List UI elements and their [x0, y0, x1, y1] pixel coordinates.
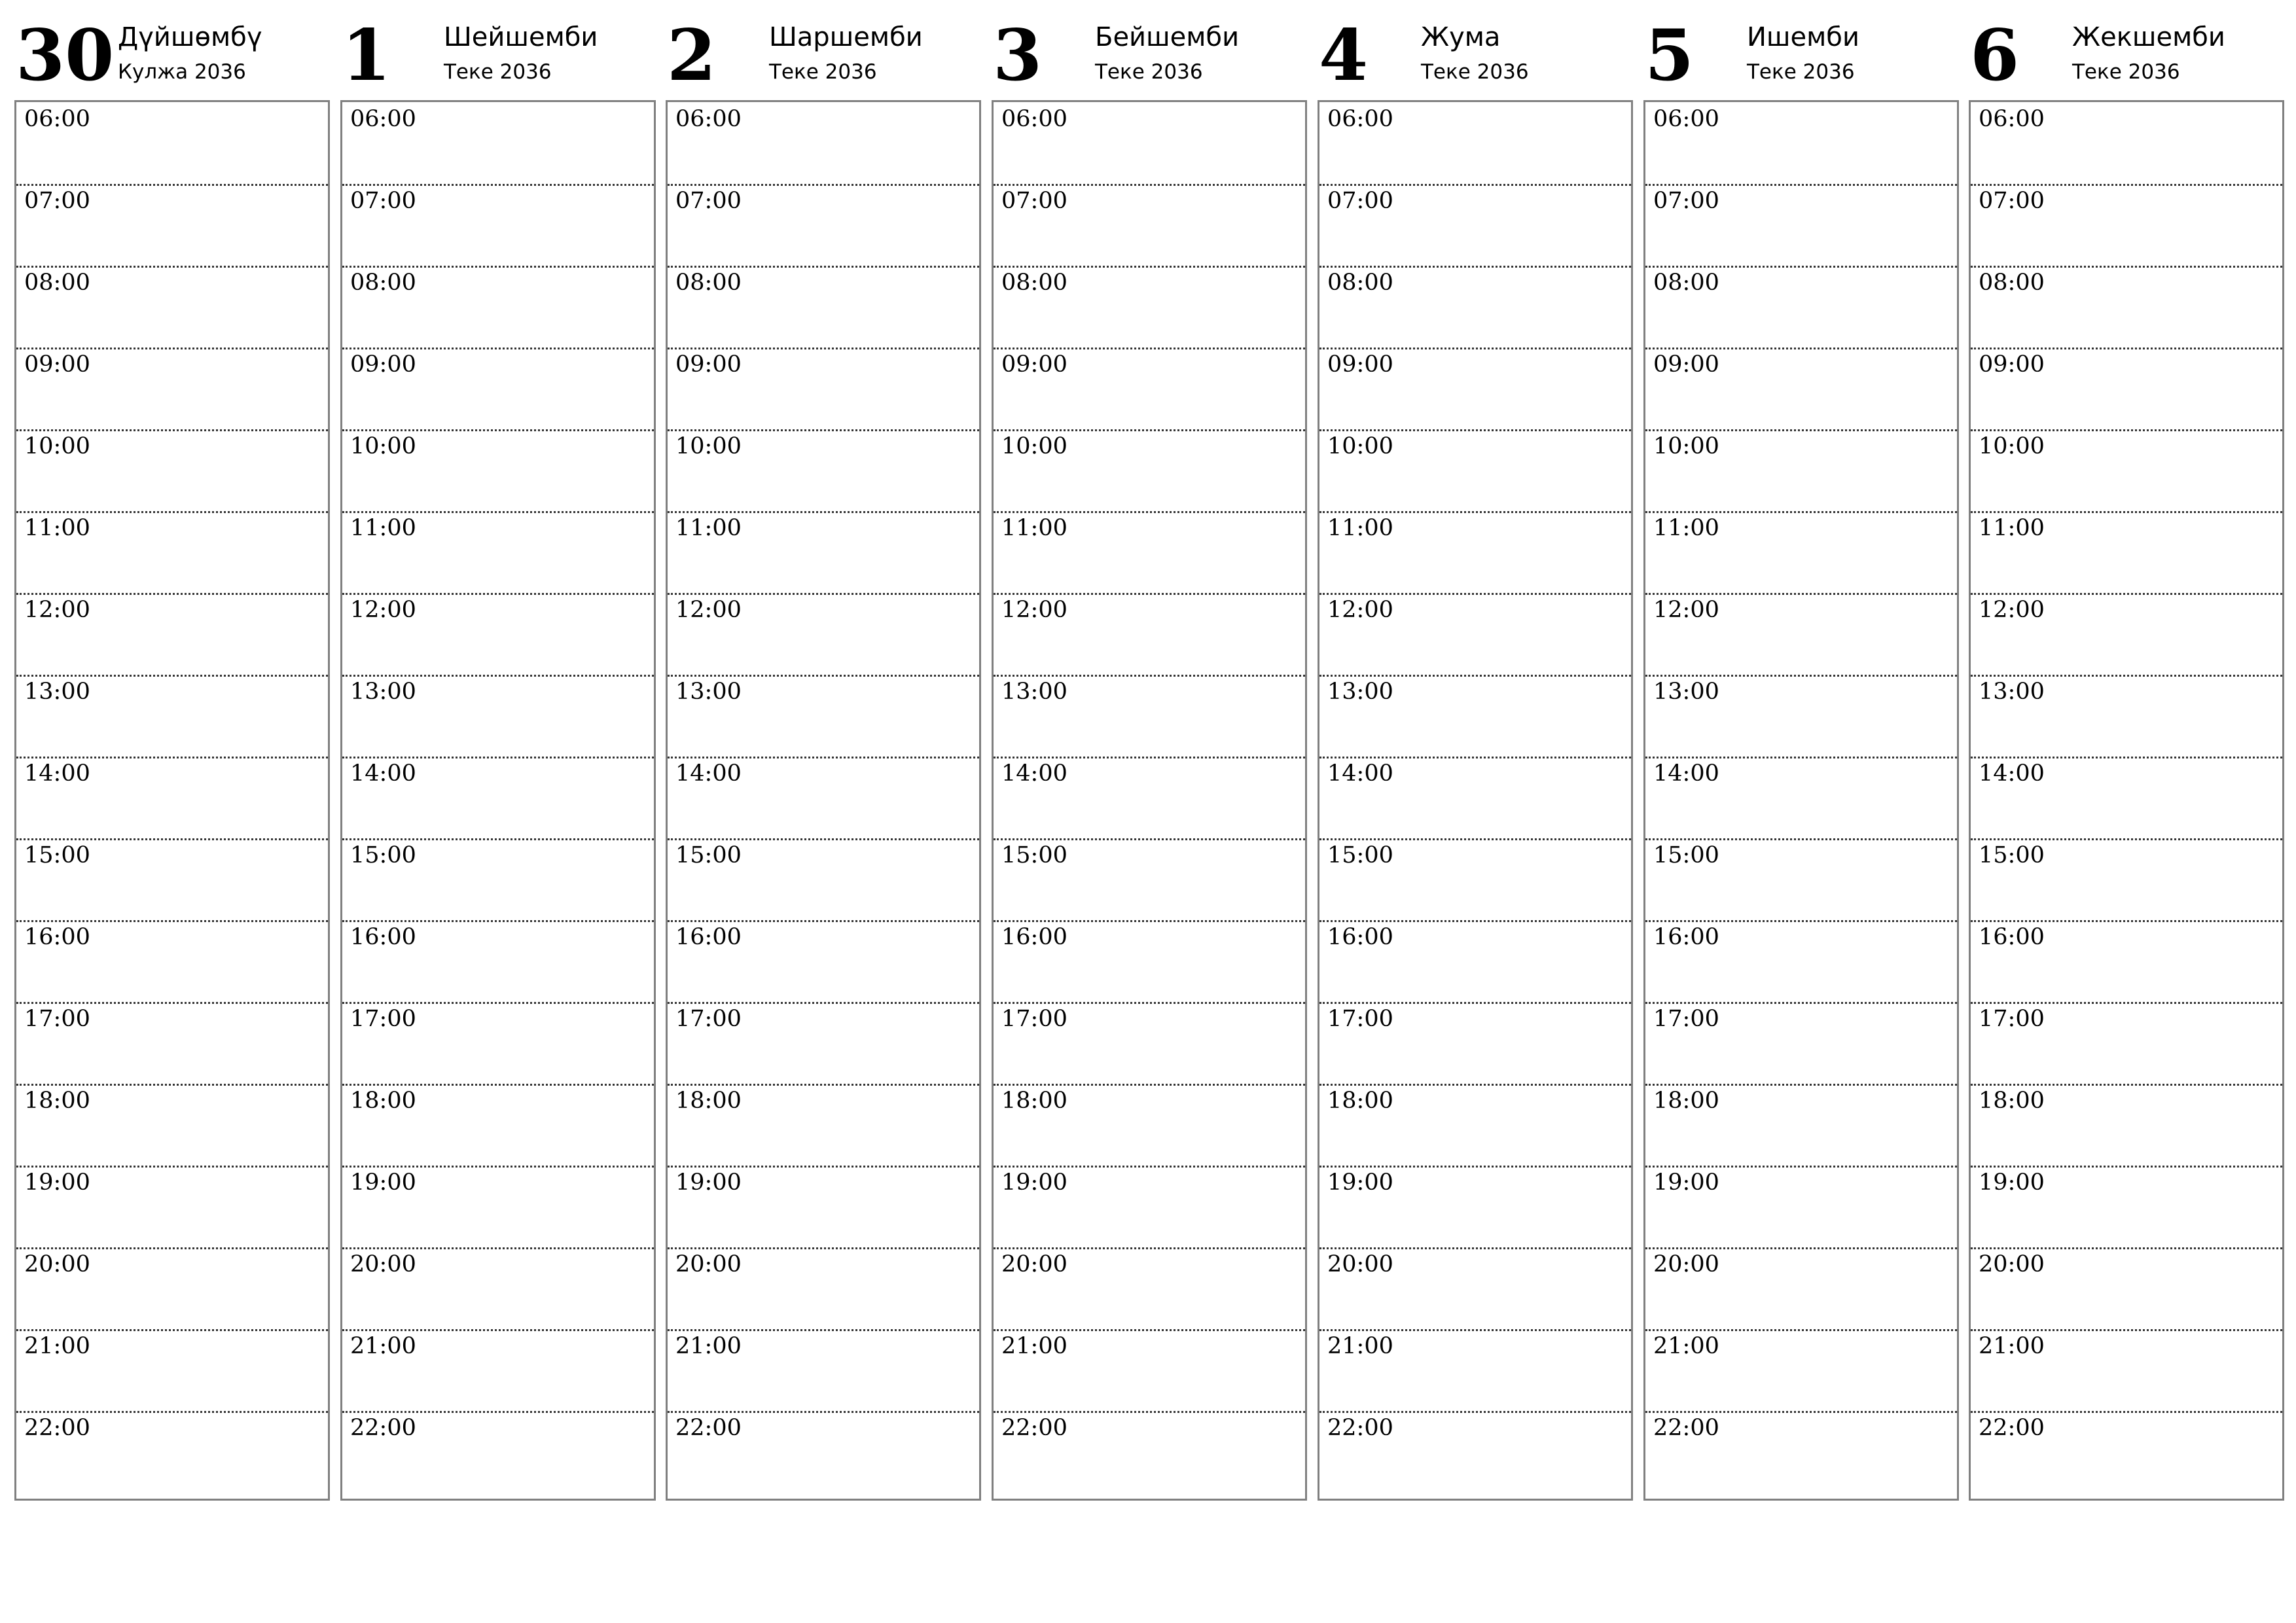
day-number: 6	[1970, 14, 2020, 97]
hour-slot[interactable]	[1319, 511, 1631, 595]
hour-label: 17:00	[1001, 1006, 1067, 1032]
hour-label: 17:00	[1653, 1006, 1719, 1032]
hour-label: 16:00	[1979, 924, 2045, 950]
hour-label: 11:00	[675, 515, 742, 541]
hour-slot[interactable]	[994, 1166, 1305, 1249]
hour-label: 08:00	[1653, 270, 1719, 296]
day-header	[992, 0, 1306, 98]
hour-label: 14:00	[1979, 760, 2045, 787]
hour-slot[interactable]	[1645, 429, 1957, 513]
hour-label: 07:00	[1653, 188, 1719, 214]
hour-label: 06:00	[1327, 106, 1393, 132]
hour-slot[interactable]	[16, 838, 328, 922]
hour-label: 10:00	[675, 433, 742, 459]
hour-slot[interactable]	[668, 1329, 979, 1413]
hour-slot[interactable]	[342, 757, 654, 840]
hour-slot[interactable]	[1645, 1247, 1957, 1331]
hour-slot[interactable]	[994, 757, 1305, 840]
hour-label: 19:00	[1327, 1169, 1393, 1196]
hour-slot[interactable]	[1971, 266, 2282, 349]
hour-slot[interactable]	[16, 1166, 328, 1249]
hour-label: 18:00	[24, 1088, 90, 1114]
hour-slot[interactable]	[1971, 1166, 2282, 1249]
day-header	[1969, 0, 2283, 98]
hour-label: 17:00	[1327, 1006, 1393, 1032]
hour-label: 08:00	[1327, 270, 1393, 296]
hour-label: 19:00	[1653, 1169, 1719, 1196]
hour-label: 20:00	[350, 1251, 416, 1277]
hour-slot[interactable]	[342, 266, 654, 349]
hour-slot[interactable]	[16, 757, 328, 840]
day-month-year: Теке 2036	[769, 60, 877, 84]
hour-label: 22:00	[24, 1415, 90, 1441]
hour-label: 22:00	[1653, 1415, 1719, 1441]
hour-slot[interactable]	[1645, 1002, 1957, 1086]
hour-slot[interactable]	[994, 184, 1305, 268]
hour-label: 17:00	[1979, 1006, 2045, 1032]
hour-slot[interactable]	[668, 348, 979, 431]
hour-label: 12:00	[1979, 597, 2045, 623]
hour-slot[interactable]	[342, 1411, 654, 1493]
hour-slot[interactable]	[16, 1247, 328, 1331]
hour-slot[interactable]	[994, 920, 1305, 1004]
hour-label: 12:00	[350, 597, 416, 623]
hour-label: 17:00	[24, 1006, 90, 1032]
day-column	[1969, 0, 2283, 1505]
hour-slot[interactable]	[1645, 266, 1957, 349]
hour-label: 11:00	[1653, 515, 1719, 541]
hour-slot[interactable]	[1319, 1411, 1631, 1493]
hour-slot[interactable]	[1645, 1329, 1957, 1413]
day-name: Жекшемби	[2072, 22, 2225, 52]
hour-label: 06:00	[1653, 106, 1719, 132]
hour-slot[interactable]	[1971, 511, 2282, 595]
hour-grid	[666, 100, 981, 1501]
hour-label: 20:00	[1653, 1251, 1719, 1277]
hour-slot[interactable]	[1319, 266, 1631, 349]
hour-slot[interactable]	[16, 348, 328, 431]
hour-slot[interactable]	[668, 920, 979, 1004]
day-month-year: Теке 2036	[1421, 60, 1529, 84]
hour-label: 13:00	[675, 679, 742, 705]
hour-slot[interactable]	[16, 511, 328, 595]
hour-grid	[992, 100, 1307, 1501]
day-month-year: Кулжа 2036	[118, 60, 246, 84]
hour-slot[interactable]	[342, 102, 654, 186]
hour-label: 14:00	[24, 760, 90, 787]
hour-slot[interactable]	[994, 1002, 1305, 1086]
hour-label: 21:00	[1979, 1333, 2045, 1359]
hour-slot[interactable]	[668, 1411, 979, 1493]
hour-slot[interactable]	[1971, 1329, 2282, 1413]
hour-label: 17:00	[350, 1006, 416, 1032]
hour-label: 16:00	[675, 924, 742, 950]
hour-slot[interactable]	[342, 184, 654, 268]
hour-slot[interactable]	[668, 757, 979, 840]
hour-slot[interactable]	[668, 1166, 979, 1249]
day-name: Дүйшөмбү	[118, 22, 262, 52]
hour-label: 16:00	[24, 924, 90, 950]
hour-slot[interactable]	[342, 1166, 654, 1249]
hour-slot[interactable]	[16, 1002, 328, 1086]
hour-label: 15:00	[1653, 842, 1719, 868]
hour-label: 15:00	[1001, 842, 1067, 868]
hour-label: 16:00	[1653, 924, 1719, 950]
hour-slot[interactable]	[994, 1411, 1305, 1493]
day-month-year: Теке 2036	[444, 60, 552, 84]
hour-slot[interactable]	[668, 1084, 979, 1168]
hour-slot[interactable]	[1971, 102, 2282, 186]
hour-slot[interactable]	[1645, 1411, 1957, 1493]
hour-slot[interactable]	[16, 593, 328, 677]
hour-slot[interactable]	[668, 1002, 979, 1086]
hour-slot[interactable]	[1971, 838, 2282, 922]
hour-slot[interactable]	[342, 1329, 654, 1413]
hour-label: 11:00	[1001, 515, 1067, 541]
hour-label: 09:00	[1001, 351, 1067, 378]
hour-label: 21:00	[1327, 1333, 1393, 1359]
hour-slot[interactable]	[1319, 838, 1631, 922]
hour-label: 12:00	[675, 597, 742, 623]
hour-label: 21:00	[1001, 1333, 1067, 1359]
hour-slot[interactable]	[1645, 102, 1957, 186]
hour-slot[interactable]	[16, 429, 328, 513]
hour-slot[interactable]	[1319, 1084, 1631, 1168]
day-month-year: Теке 2036	[1747, 60, 1855, 84]
hour-label: 22:00	[675, 1415, 742, 1441]
day-column	[14, 0, 329, 1505]
hour-label: 08:00	[24, 270, 90, 296]
hour-slot[interactable]	[1319, 1166, 1631, 1249]
day-number: 5	[1645, 14, 1695, 97]
hour-slot[interactable]	[1645, 1166, 1957, 1249]
hour-grid	[14, 100, 330, 1501]
hour-slot[interactable]	[668, 102, 979, 186]
hour-label: 09:00	[1979, 351, 2045, 378]
hour-label: 06:00	[1001, 106, 1067, 132]
hour-slot[interactable]	[668, 675, 979, 758]
day-name: Шейшемби	[444, 22, 598, 52]
hour-slot[interactable]	[16, 102, 328, 186]
hour-slot[interactable]	[1319, 102, 1631, 186]
hour-label: 12:00	[1001, 597, 1067, 623]
hour-slot[interactable]	[668, 1247, 979, 1331]
hour-slot[interactable]	[994, 1329, 1305, 1413]
hour-slot[interactable]	[668, 266, 979, 349]
hour-label: 08:00	[350, 270, 416, 296]
hour-label: 15:00	[1979, 842, 2045, 868]
hour-slot[interactable]	[994, 348, 1305, 431]
hour-slot[interactable]	[342, 920, 654, 1004]
hour-label: 19:00	[1979, 1169, 2045, 1196]
hour-slot[interactable]	[342, 838, 654, 922]
hour-label: 13:00	[350, 679, 416, 705]
hour-slot[interactable]	[994, 593, 1305, 677]
hour-slot[interactable]	[342, 675, 654, 758]
hour-slot[interactable]	[1645, 348, 1957, 431]
hour-slot[interactable]	[1971, 1411, 2282, 1493]
hour-label: 15:00	[24, 842, 90, 868]
hour-label: 21:00	[675, 1333, 742, 1359]
hour-slot[interactable]	[342, 593, 654, 677]
hour-label: 11:00	[350, 515, 416, 541]
hour-slot[interactable]	[1971, 1002, 2282, 1086]
hour-label: 22:00	[350, 1415, 416, 1441]
hour-slot[interactable]	[1319, 920, 1631, 1004]
hour-slot[interactable]	[1645, 920, 1957, 1004]
hour-label: 19:00	[675, 1169, 742, 1196]
day-column	[666, 0, 980, 1505]
hour-slot[interactable]	[342, 511, 654, 595]
hour-slot[interactable]	[1645, 757, 1957, 840]
hour-slot[interactable]	[16, 920, 328, 1004]
hour-label: 20:00	[1327, 1251, 1393, 1277]
hour-label: 12:00	[1327, 597, 1393, 623]
hour-label: 22:00	[1327, 1415, 1393, 1441]
hour-label: 13:00	[1653, 679, 1719, 705]
hour-label: 07:00	[1327, 188, 1393, 214]
day-header	[1643, 0, 1958, 98]
hour-label: 15:00	[675, 842, 742, 868]
hour-label: 20:00	[1001, 1251, 1067, 1277]
hour-label: 12:00	[24, 597, 90, 623]
day-column	[1643, 0, 1958, 1505]
hour-label: 15:00	[1327, 842, 1393, 868]
day-month-year: Теке 2036	[1095, 60, 1203, 84]
hour-label: 08:00	[1001, 270, 1067, 296]
hour-label: 10:00	[1653, 433, 1719, 459]
hour-slot[interactable]	[16, 1411, 328, 1493]
hour-slot[interactable]	[1319, 675, 1631, 758]
hour-label: 08:00	[1979, 270, 2045, 296]
hour-slot[interactable]	[342, 1002, 654, 1086]
hour-slot[interactable]	[1645, 838, 1957, 922]
hour-label: 06:00	[675, 106, 742, 132]
hour-label: 12:00	[1653, 597, 1719, 623]
hour-slot[interactable]	[994, 1247, 1305, 1331]
hour-label: 18:00	[350, 1088, 416, 1114]
hour-label: 16:00	[350, 924, 416, 950]
hour-slot[interactable]	[1319, 593, 1631, 677]
hour-label: 20:00	[24, 1251, 90, 1277]
hour-label: 09:00	[350, 351, 416, 378]
hour-label: 13:00	[1001, 679, 1067, 705]
hour-slot[interactable]	[1971, 675, 2282, 758]
hour-label: 21:00	[350, 1333, 416, 1359]
hour-label: 10:00	[1327, 433, 1393, 459]
hour-label: 15:00	[350, 842, 416, 868]
hour-label: 18:00	[1001, 1088, 1067, 1114]
hour-slot[interactable]	[1319, 757, 1631, 840]
hour-slot[interactable]	[1319, 1329, 1631, 1413]
hour-grid	[1643, 100, 1959, 1501]
day-column	[992, 0, 1306, 1505]
hour-label: 22:00	[1001, 1415, 1067, 1441]
hour-slot[interactable]	[1645, 511, 1957, 595]
day-name: Жума	[1421, 22, 1501, 52]
hour-label: 11:00	[24, 515, 90, 541]
hour-label: 18:00	[1653, 1088, 1719, 1114]
hour-slot[interactable]	[994, 675, 1305, 758]
hour-label: 07:00	[350, 188, 416, 214]
hour-slot[interactable]	[668, 511, 979, 595]
hour-grid	[1969, 100, 2284, 1501]
day-number: 3	[993, 14, 1043, 97]
hour-label: 13:00	[24, 679, 90, 705]
hour-slot[interactable]	[16, 1084, 328, 1168]
hour-slot[interactable]	[1971, 593, 2282, 677]
hour-label: 20:00	[675, 1251, 742, 1277]
hour-slot[interactable]	[342, 1247, 654, 1331]
hour-label: 08:00	[675, 270, 742, 296]
day-number: 2	[667, 14, 717, 97]
hour-slot[interactable]	[1971, 1084, 2282, 1168]
day-month-year: Теке 2036	[2072, 60, 2180, 84]
day-name: Ишемби	[1747, 22, 1859, 52]
hour-label: 18:00	[675, 1088, 742, 1114]
hour-slot[interactable]	[668, 838, 979, 922]
hour-slot[interactable]	[1319, 184, 1631, 268]
day-name: Бейшемби	[1095, 22, 1240, 52]
hour-slot[interactable]	[994, 102, 1305, 186]
hour-label: 19:00	[350, 1169, 416, 1196]
hour-label: 14:00	[350, 760, 416, 787]
hour-slot[interactable]	[1319, 429, 1631, 513]
day-name: Шаршемби	[769, 22, 923, 52]
hour-slot[interactable]	[342, 348, 654, 431]
day-column	[1318, 0, 1632, 1505]
hour-slot[interactable]	[994, 1084, 1305, 1168]
hour-slot[interactable]	[1645, 1084, 1957, 1168]
hour-label: 11:00	[1327, 515, 1393, 541]
hour-label: 10:00	[1001, 433, 1067, 459]
hour-slot[interactable]	[994, 266, 1305, 349]
hour-slot[interactable]	[1971, 1247, 2282, 1331]
hour-slot[interactable]	[1319, 348, 1631, 431]
hour-slot[interactable]	[994, 429, 1305, 513]
hour-slot[interactable]	[994, 511, 1305, 595]
hour-label: 07:00	[1979, 188, 2045, 214]
hour-label: 09:00	[1327, 351, 1393, 378]
hour-slot[interactable]	[1319, 1247, 1631, 1331]
hour-label: 07:00	[24, 188, 90, 214]
hour-slot[interactable]	[16, 184, 328, 268]
hour-slot[interactable]	[1971, 920, 2282, 1004]
hour-slot[interactable]	[16, 675, 328, 758]
hour-slot[interactable]	[1971, 757, 2282, 840]
hour-slot[interactable]	[342, 1084, 654, 1168]
hour-label: 10:00	[24, 433, 90, 459]
hour-slot[interactable]	[1645, 675, 1957, 758]
day-header	[1318, 0, 1632, 98]
hour-label: 18:00	[1979, 1088, 2045, 1114]
hour-label: 21:00	[24, 1333, 90, 1359]
hour-slot[interactable]	[342, 429, 654, 513]
day-header	[666, 0, 980, 98]
hour-label: 09:00	[24, 351, 90, 378]
hour-label: 14:00	[675, 760, 742, 787]
hour-label: 22:00	[1979, 1415, 2045, 1441]
hour-label: 16:00	[1327, 924, 1393, 950]
hour-label: 06:00	[350, 106, 416, 132]
hour-slot[interactable]	[1645, 184, 1957, 268]
hour-slot[interactable]	[668, 593, 979, 677]
hour-label: 16:00	[1001, 924, 1067, 950]
hour-label: 19:00	[1001, 1169, 1067, 1196]
day-column	[340, 0, 655, 1505]
hour-slot[interactable]	[1645, 593, 1957, 677]
day-number: 1	[342, 14, 391, 97]
hour-label: 13:00	[1979, 679, 2045, 705]
hour-slot[interactable]	[668, 184, 979, 268]
hour-label: 07:00	[675, 188, 742, 214]
hour-label: 14:00	[1327, 760, 1393, 787]
hour-slot[interactable]	[16, 266, 328, 349]
hour-slot[interactable]	[994, 838, 1305, 922]
hour-grid	[1318, 100, 1633, 1501]
hour-grid	[340, 100, 656, 1501]
hour-slot[interactable]	[1319, 1002, 1631, 1086]
hour-label: 09:00	[675, 351, 742, 378]
hour-label: 07:00	[1001, 188, 1067, 214]
day-number: 4	[1319, 14, 1369, 97]
hour-label: 17:00	[675, 1006, 742, 1032]
hour-label: 21:00	[1653, 1333, 1719, 1359]
day-number: 30	[16, 14, 115, 97]
day-header	[14, 0, 329, 98]
hour-label: 11:00	[1979, 515, 2045, 541]
hour-label: 10:00	[350, 433, 416, 459]
hour-label: 06:00	[1979, 106, 2045, 132]
hour-slot[interactable]	[1971, 184, 2282, 268]
hour-label: 06:00	[24, 106, 90, 132]
hour-label: 18:00	[1327, 1088, 1393, 1114]
day-header	[340, 0, 655, 98]
hour-label: 20:00	[1979, 1251, 2045, 1277]
hour-label: 13:00	[1327, 679, 1393, 705]
hour-slot[interactable]	[16, 1329, 328, 1413]
hour-slot[interactable]	[1971, 348, 2282, 431]
hour-label: 14:00	[1653, 760, 1719, 787]
hour-slot[interactable]	[1971, 429, 2282, 513]
hour-label: 19:00	[24, 1169, 90, 1196]
hour-label: 09:00	[1653, 351, 1719, 378]
hour-label: 10:00	[1979, 433, 2045, 459]
hour-label: 14:00	[1001, 760, 1067, 787]
hour-slot[interactable]	[668, 429, 979, 513]
